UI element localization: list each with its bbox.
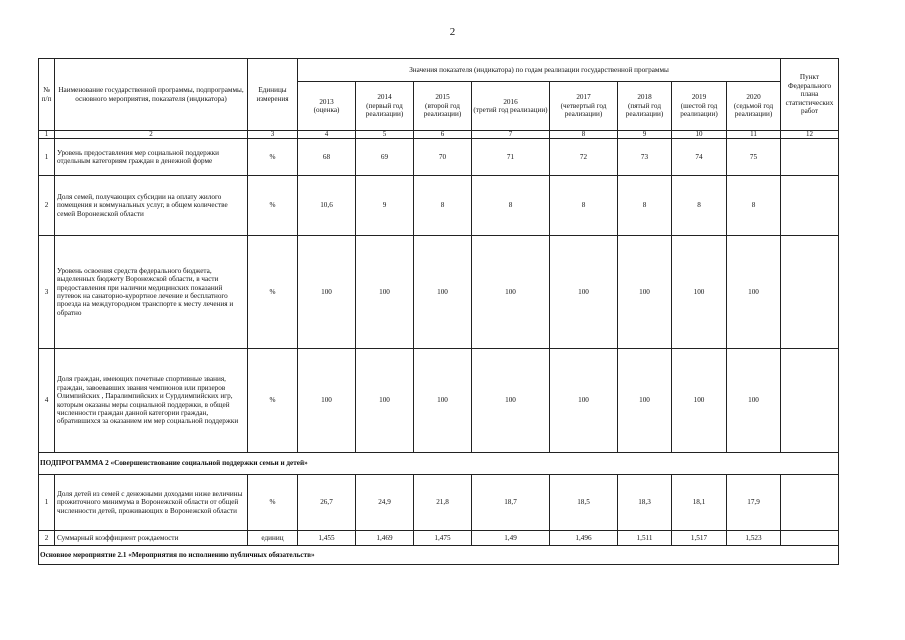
year-note: (седьмой год реализации) [733, 101, 774, 119]
indicator-unit: % [248, 139, 298, 176]
year-header-2014 [356, 82, 414, 131]
indicator-value: 21,8 [414, 475, 472, 531]
plan-point [781, 176, 839, 236]
indicator-name: Суммарный коэффициент рождаемости [55, 531, 248, 546]
table-row [39, 349, 839, 453]
indicator-value: 8 [727, 176, 781, 236]
row-number: 2 [39, 531, 55, 546]
indicator-value: 70 [414, 139, 472, 176]
indicator-value: 1,469 [356, 531, 414, 546]
indicator-value: 8 [550, 176, 618, 236]
indicator-value: 26,7 [298, 475, 356, 531]
column-number: 9 [618, 131, 672, 139]
indicator-unit: % [248, 236, 298, 349]
indicator-value: 69 [356, 139, 414, 176]
year-note: (второй год реализации) [423, 101, 462, 119]
indicator-value: 1,517 [672, 531, 727, 546]
page-number: 2 [449, 26, 456, 38]
indicator-value: 8 [672, 176, 727, 236]
table-row [39, 236, 839, 349]
year-label: 2015 [435, 93, 450, 102]
indicator-value: 74 [672, 139, 727, 176]
row-number: 3 [39, 236, 55, 349]
year-note: (четвертый год реализации) [560, 101, 607, 119]
indicator-value: 100 [472, 236, 550, 349]
indicator-value: 68 [298, 139, 356, 176]
plan-point [781, 139, 839, 176]
table-row [39, 139, 839, 176]
plan-point [781, 236, 839, 349]
year-header-2019 [672, 82, 727, 131]
year-header-2016 [472, 82, 550, 131]
measure-2-1-title: Основное мероприятие 2.1 «Мероприятия по исполнению публичных обязательств» [39, 546, 839, 565]
column-number: 3 [248, 131, 298, 139]
indicator-value: 1,511 [618, 531, 672, 546]
column-number: 1 [39, 131, 55, 139]
year-header-2015 [414, 82, 472, 131]
indicator-value: 100 [727, 236, 781, 349]
header-name: Наименование государственной программы, подпрограммы, основного мероприятия, показателя (индикатора) [55, 59, 248, 131]
year-label: 2016 [503, 97, 518, 106]
year-note: (оценка) [313, 106, 340, 114]
indicator-name: Уровень освоения средств федерального бюджета, выделенных бюджету Воронежской области, в части предоставления при наличии медицинских показаний путевок на санаторно-курортное лечение и бесплатного проезда на междугородном транспорте к месту лечения и обратно [55, 236, 248, 349]
column-number: 6 [414, 131, 472, 139]
indicator-value: 18,1 [672, 475, 727, 531]
subprogram-2-title: ПОДПРОГРАММА 2 «Совершенствование социальной поддержки семьи и детей» [39, 453, 839, 475]
year-label: 2013 [319, 97, 334, 106]
indicator-value: 1,455 [298, 531, 356, 546]
header-num: № п/п [39, 59, 55, 131]
column-number: 7 [472, 131, 550, 139]
year-header-2018 [618, 82, 672, 131]
indicator-value: 8 [618, 176, 672, 236]
row-number: 4 [39, 349, 55, 453]
year-label: 2020 [746, 93, 761, 102]
column-number: 5 [356, 131, 414, 139]
indicator-name: Уровень предоставления мер социальной поддержки отдельным категориям граждан в денежной форме [55, 139, 248, 176]
indicator-value: 75 [727, 139, 781, 176]
table-row [39, 176, 839, 236]
year-note: (третий год реализации) [473, 106, 548, 114]
header-units: Единицы измерения [248, 59, 298, 131]
column-number: 4 [298, 131, 356, 139]
indicator-value: 100 [672, 236, 727, 349]
indicator-value: 100 [298, 349, 356, 453]
indicator-value: 100 [414, 236, 472, 349]
indicator-name: Доля детей из семей с денежными доходами ниже величины прожиточного минимума в Воронежской области от общей численности детей, проживающих в Воронежской области [55, 475, 248, 531]
plan-point [781, 531, 839, 546]
indicator-value: 100 [672, 349, 727, 453]
column-number: 11 [727, 131, 781, 139]
indicator-value: 1,496 [550, 531, 618, 546]
column-number: 2 [55, 131, 248, 139]
indicator-unit: % [248, 475, 298, 531]
indicator-value: 8 [472, 176, 550, 236]
indicator-value: 100 [414, 349, 472, 453]
year-label: 2018 [637, 93, 652, 102]
indicator-value: 71 [472, 139, 550, 176]
year-note: (шестой год реализации) [680, 101, 718, 119]
header-plan-point: Пункт Федерального плана статистических работ [781, 59, 839, 131]
indicator-value: 100 [550, 236, 618, 349]
plan-point [781, 349, 839, 453]
indicator-value: 24,9 [356, 475, 414, 531]
column-number: 12 [781, 131, 839, 139]
year-header-2020 [727, 82, 781, 131]
indicator-value: 100 [356, 236, 414, 349]
year-label: 2017 [576, 93, 591, 102]
header-values-group: Значения показателя (индикатора) по годам реализации государственной программы [298, 59, 781, 82]
indicator-unit: % [248, 176, 298, 236]
indicator-value: 100 [727, 349, 781, 453]
indicator-value: 73 [618, 139, 672, 176]
indicator-value: 1,475 [414, 531, 472, 546]
indicator-value: 18,5 [550, 475, 618, 531]
indicator-value: 18,7 [472, 475, 550, 531]
indicator-name: Доля граждан, имеющих почетные спортивные звания, граждан, завоевавших звания чемпионов или призеров Олимпийских , Паралимпийских и Сурдлимпийских игр, которым оказаны меры социальной поддержки, в общей численности граждан данной категории граждан, обратившихся за оказанием им мер социальной поддержки [55, 349, 248, 453]
year-header-2013 [298, 82, 356, 131]
row-number: 1 [39, 139, 55, 176]
year-note: (первый год реализации) [365, 101, 404, 119]
indicator-value: 9 [356, 176, 414, 236]
indicator-value: 17,9 [727, 475, 781, 531]
table-row [39, 531, 839, 546]
indicator-value: 18,3 [618, 475, 672, 531]
indicator-value: 100 [298, 236, 356, 349]
indicator-value: 1,523 [727, 531, 781, 546]
indicator-value: 10,6 [298, 176, 356, 236]
indicator-value: 100 [472, 349, 550, 453]
year-label: 2019 [691, 93, 707, 102]
indicator-value: 100 [618, 236, 672, 349]
indicators-table [38, 58, 839, 565]
column-number: 8 [550, 131, 618, 139]
row-number: 2 [39, 176, 55, 236]
indicator-name: Доля семей, получающих субсидии на оплату жилого помещения и коммунальных услуг, в общем количестве семей Воронежской области [55, 176, 248, 236]
table-row [39, 475, 839, 531]
indicator-value: 72 [550, 139, 618, 176]
indicator-value: 1,49 [472, 531, 550, 546]
indicator-value: 100 [356, 349, 414, 453]
indicator-value: 100 [618, 349, 672, 453]
indicator-unit: % [248, 349, 298, 453]
column-number: 10 [672, 131, 727, 139]
row-number: 1 [39, 475, 55, 531]
indicator-value: 100 [550, 349, 618, 453]
year-label: 2014 [377, 93, 392, 102]
indicator-unit: единиц [248, 531, 298, 546]
year-note: (пятый год реализации) [625, 101, 664, 119]
year-header-2017 [550, 82, 618, 131]
plan-point [781, 475, 839, 531]
indicator-value: 8 [414, 176, 472, 236]
